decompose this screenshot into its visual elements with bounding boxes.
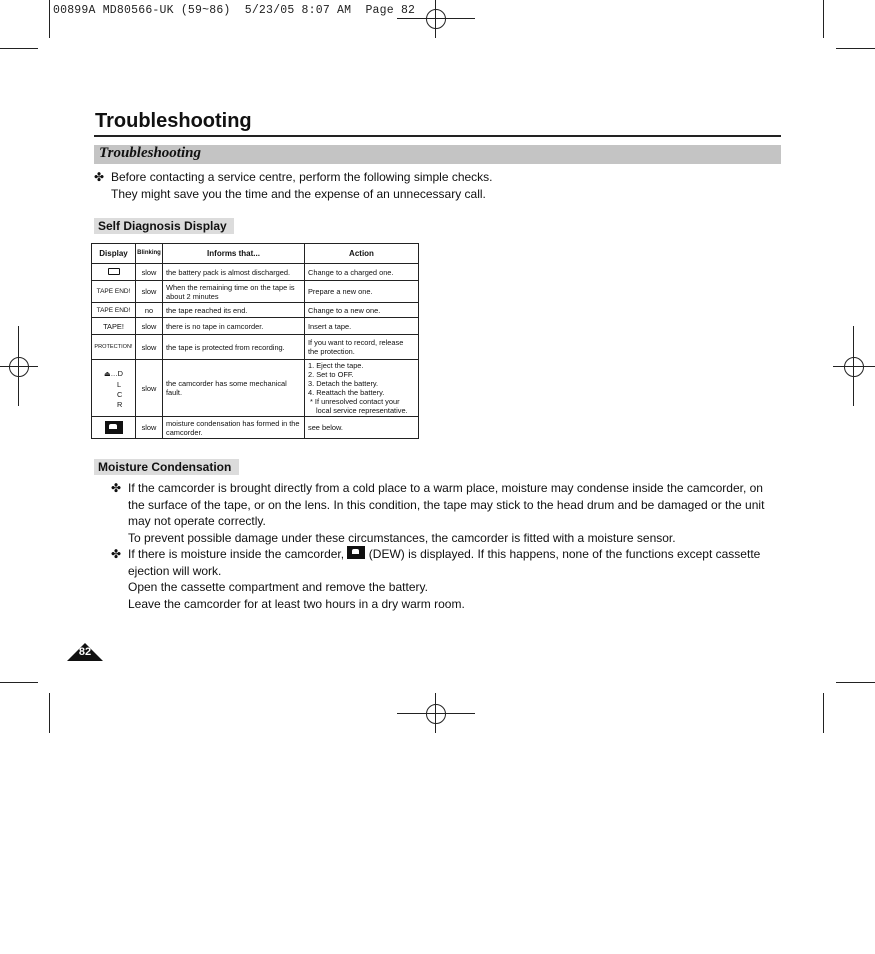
- battery-icon: [108, 268, 120, 275]
- intro-line-1: Before contacting a service centre, perform the following simple checks.: [111, 170, 493, 184]
- blinking-cell: slow: [136, 417, 163, 439]
- action-line: 3. Detach the battery.: [308, 379, 379, 388]
- display-cell: TAPE END!: [92, 303, 136, 318]
- section-bar: [94, 145, 781, 164]
- action-cell: Prepare a new one.: [305, 281, 419, 303]
- table-row: [92, 335, 419, 360]
- header-display: Display: [92, 244, 136, 264]
- display-cell: TAPE!: [92, 318, 136, 335]
- bullet-icon: ✤: [94, 170, 105, 184]
- dew-icon: [347, 546, 365, 559]
- intro: [94, 169, 694, 203]
- action-line: * If unresolved contact your: [310, 397, 400, 406]
- section-title: Troubleshooting: [99, 145, 201, 161]
- page-number: 82: [78, 646, 92, 658]
- blinking-cell: slow: [136, 360, 163, 417]
- action-line: local service representative.: [316, 406, 408, 415]
- moisture-body: [111, 480, 781, 612]
- title-rule: [94, 135, 781, 137]
- table-row: [92, 360, 419, 417]
- moisture-paragraph-4: Open the cassette compartment and remove the battery.: [128, 580, 428, 594]
- table-row: [92, 318, 419, 335]
- printer-header: 00899A MD80566-UK (59~86) 5/23/05 8:07 AM Page 82: [53, 4, 416, 17]
- informs-cell: When the remaining time on the tape is about 2 minutes: [163, 281, 305, 303]
- table-header-row: [92, 244, 419, 264]
- blinking-cell: slow: [136, 264, 163, 281]
- dew-sentence-start: If there is moisture inside the camcorder,: [128, 547, 345, 561]
- action-cell: [305, 360, 419, 417]
- action-line: 1. Eject the tape.: [308, 361, 364, 370]
- display-cell: [92, 417, 136, 439]
- intro-line-2: They might save you the time and the expense of an unnecessary call.: [111, 187, 486, 201]
- table-row: [92, 281, 419, 303]
- dew-icon: [105, 421, 123, 434]
- informs-cell: the battery pack is almost discharged.: [163, 264, 305, 281]
- page-title: Troubleshooting: [95, 110, 252, 132]
- moisture-heading: Moisture Condensation: [94, 459, 239, 475]
- blinking-cell: slow: [136, 335, 163, 360]
- action-cell: Change to a charged one.: [305, 264, 419, 281]
- eject-icon: ⏏…: [104, 370, 118, 378]
- blinking-cell: slow: [136, 281, 163, 303]
- informs-cell: the camcorder has some mechanical fault.: [163, 360, 305, 417]
- bullet-icon: ✤: [111, 481, 122, 495]
- action-cell: Insert a tape.: [305, 318, 419, 335]
- moisture-paragraph-2: To prevent possible damage under these circumstances, the camcorder is fitted with a moisture sensor.: [128, 530, 676, 545]
- action-line: 4. Reattach the battery.: [308, 388, 385, 397]
- informs-cell: the tape reached its end.: [163, 303, 305, 318]
- action-cell: Change to a new one.: [305, 303, 419, 318]
- display-cell: PROTECTION!: [92, 335, 136, 360]
- action-cell: If you want to record, release the protection.: [305, 335, 419, 360]
- informs-cell: moisture condensation has formed in the camcorder.: [163, 417, 305, 439]
- table-row: [92, 264, 419, 281]
- table-row: [92, 303, 419, 318]
- moisture-paragraph-1: If the camcorder is brought directly from a cold place to a warm place, moisture may condense inside the camcorder, on the surface of the tape, or on the lens. In this condition, the tape may stick to the head drum and be damaged or the unit may not operate correctly.: [128, 481, 765, 528]
- table-row: [92, 417, 419, 439]
- display-cell: TAPE END!: [92, 281, 136, 303]
- dew-sentence-end: (DEW) is displayed. If this happens, none of the functions except cassette ejection will work.: [128, 547, 761, 578]
- action-cell: see below.: [305, 417, 419, 439]
- informs-cell: the tape is protected from recording.: [163, 335, 305, 360]
- bullet-icon: ✤: [111, 547, 122, 561]
- self-diagnosis-heading: Self Diagnosis Display: [94, 218, 234, 234]
- dcr-display: ⏏…D L C R: [104, 368, 123, 409]
- header-action: Action: [305, 244, 419, 264]
- blinking-cell: slow: [136, 318, 163, 335]
- display-cell: [92, 360, 136, 417]
- self-diagnosis-table: [91, 243, 419, 439]
- moisture-paragraph-3: [128, 546, 781, 579]
- action-line: 2. Set to OFF.: [308, 370, 354, 379]
- blinking-cell: no: [136, 303, 163, 318]
- header-blinking: Blinking: [136, 244, 163, 264]
- header-informs: Informs that...: [163, 244, 305, 264]
- moisture-paragraph-5: Leave the camcorder for at least two hours in a dry warm room.: [128, 596, 465, 611]
- informs-cell: there is no tape in camcorder.: [163, 318, 305, 335]
- display-cell: [92, 264, 136, 281]
